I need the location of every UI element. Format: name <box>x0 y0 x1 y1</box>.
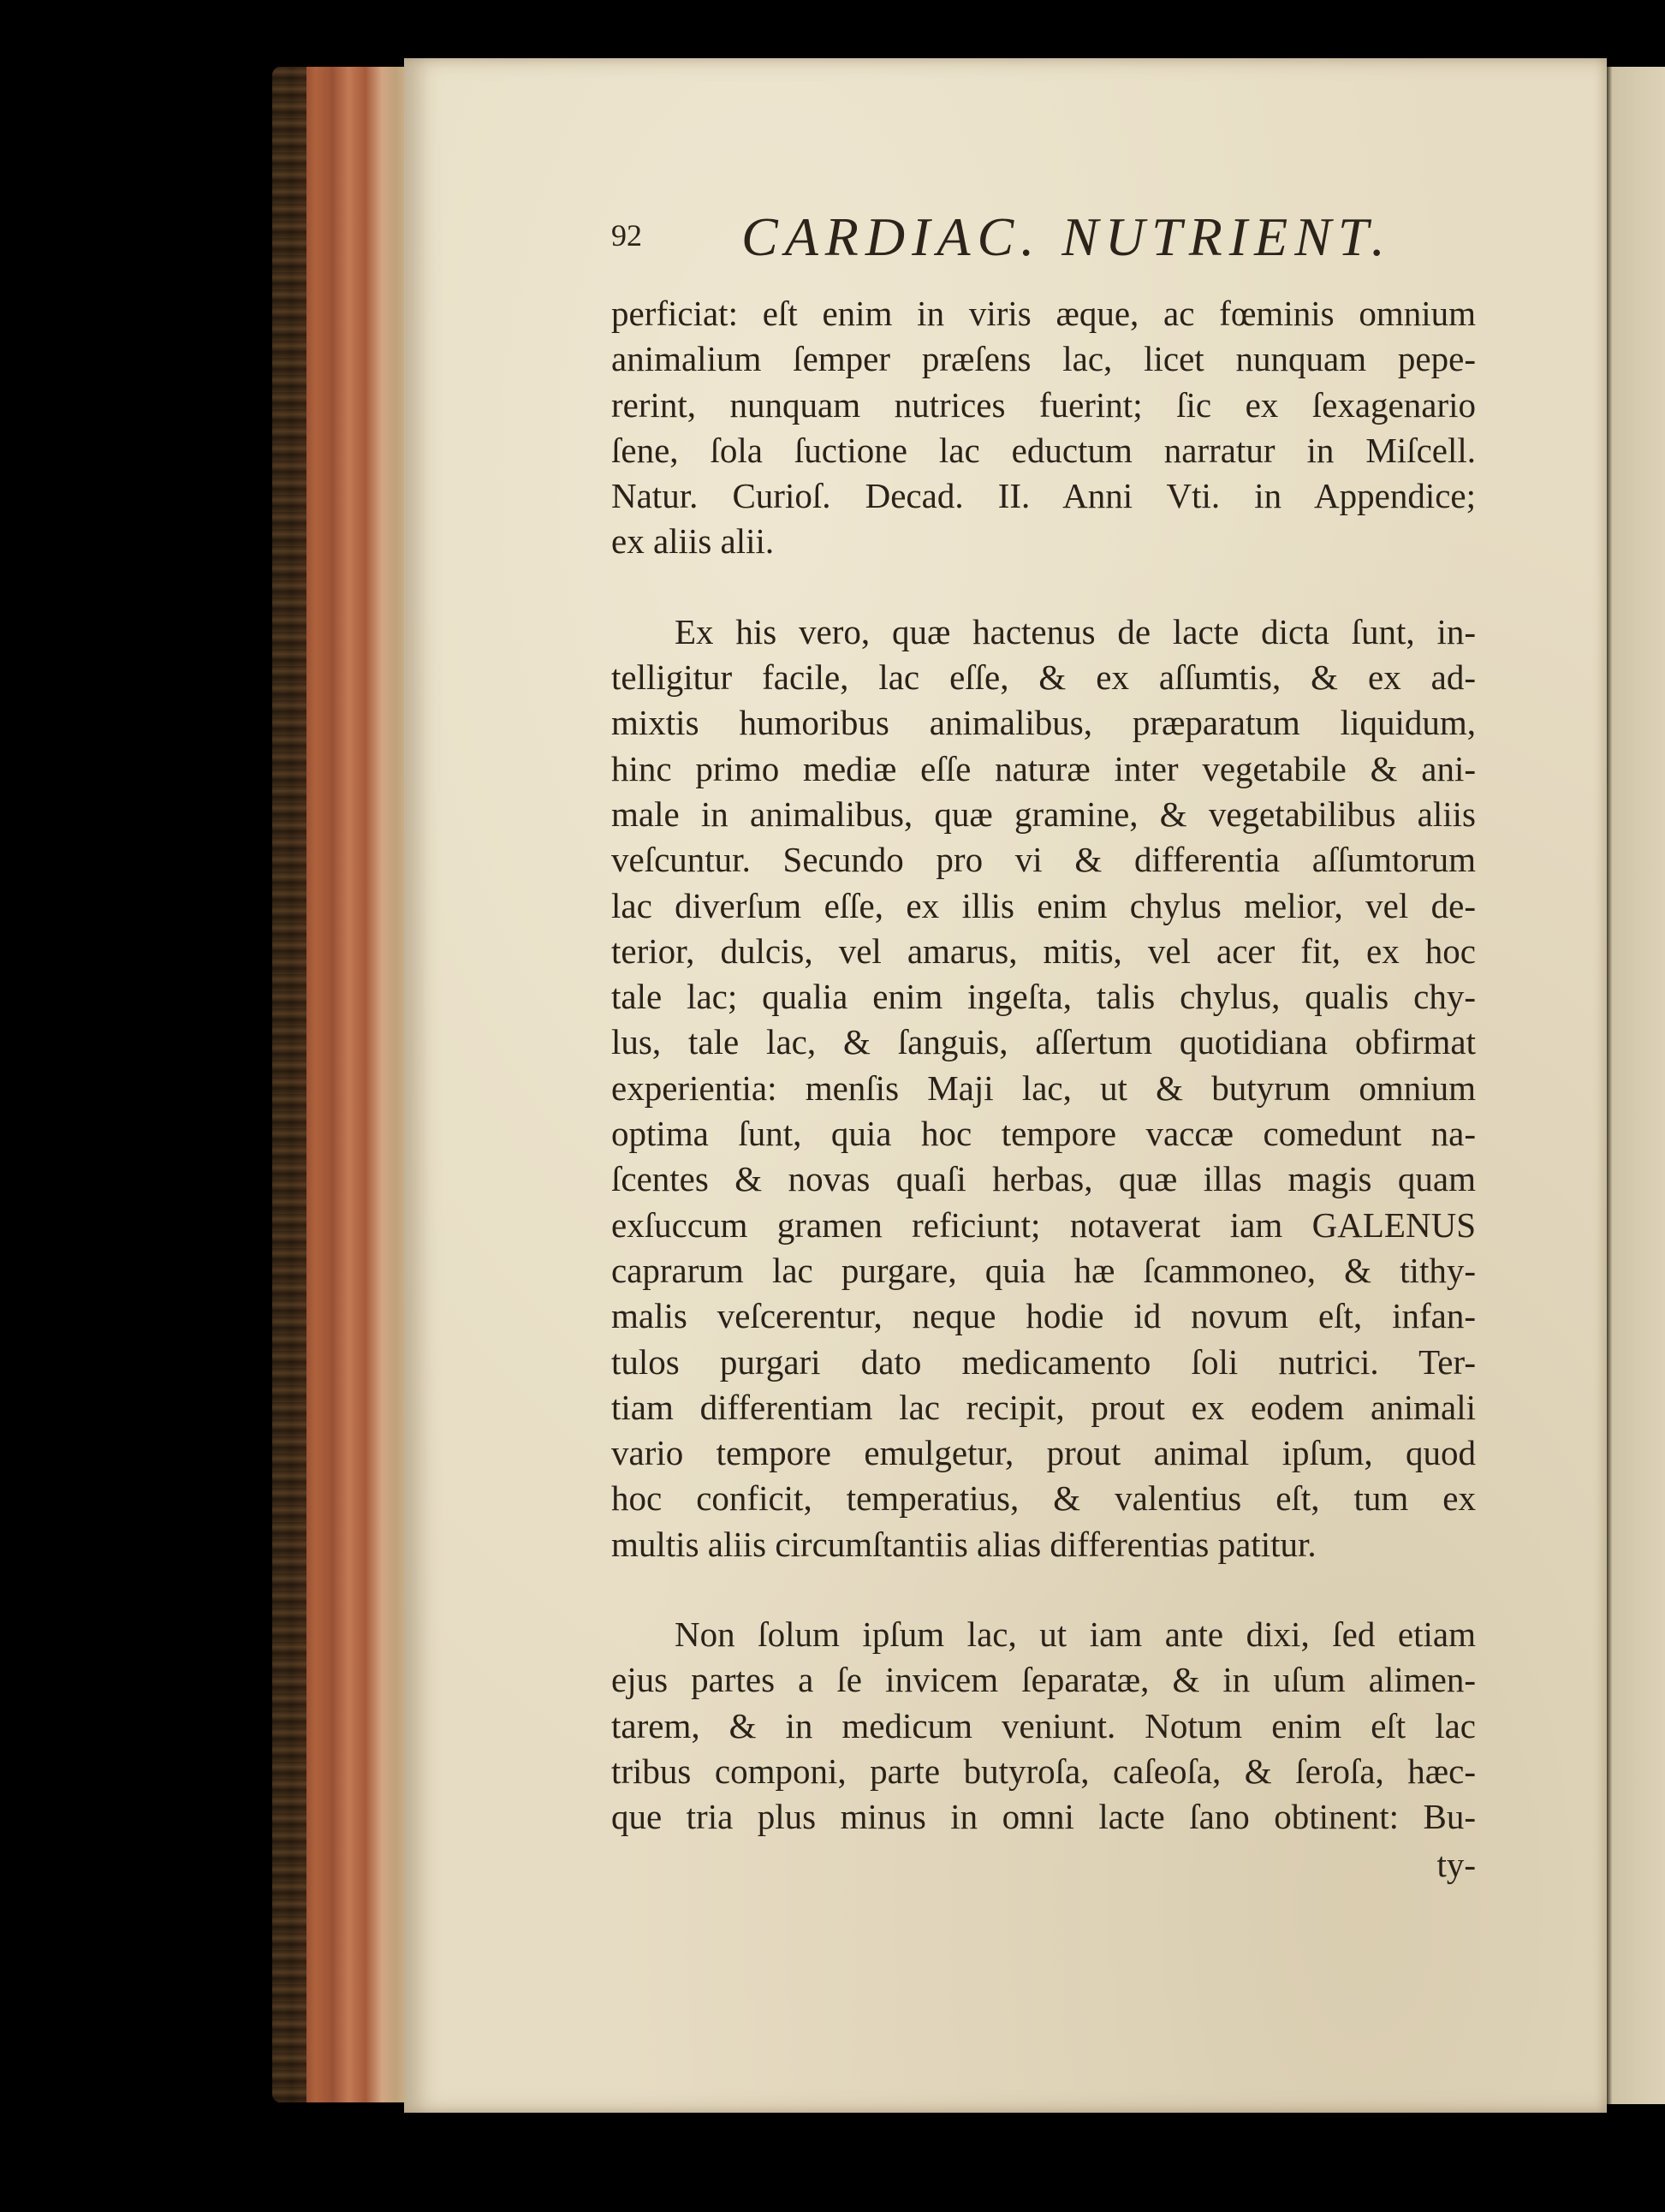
running-title: CARDIAC. NUTRIENT. <box>741 206 1392 267</box>
text-line: lus, tale lac, & ſanguis, aſſertum quotidiana obfirmat <box>611 1022 1476 1062</box>
text-line: vario tempore emulgetur, prout animal ipſum, quod <box>611 1433 1476 1473</box>
text-line: hinc primo mediæ eſſe naturæ inter vegetabile & ani- <box>611 748 1476 788</box>
book-page <box>404 58 1607 2113</box>
text-line: multis aliis circumſtantiis alias differentias patitur. <box>611 1524 1317 1564</box>
text-line: tribus componi, parte butyroſa, caſeoſa, & ſeroſa, hæc- <box>611 1751 1476 1791</box>
text-line: ex aliis alii. <box>611 521 775 562</box>
text-line: rerint, nunquam nutrices fuerint; ſic ex ſexagenario <box>611 384 1476 425</box>
text-line: animalium ſemper præſens lac, licet nunquam pepe- <box>611 339 1476 379</box>
text-line: tulos purgari dato medicamento ſoli nutrici. Ter- <box>611 1341 1476 1382</box>
text-line: Non ſolum ipſum lac, ut iam ante dixi, ſed etiam <box>675 1614 1476 1655</box>
text-line: ſcentes & novas quaſi herbas, quæ illas magis quam <box>611 1159 1476 1199</box>
text-line: terior, dulcis, vel amarus, mitis, vel acer fit, ex hoc <box>611 931 1476 971</box>
text-line: tarem, & in medicum veniunt. Notum enim eſt lac <box>611 1705 1476 1745</box>
text-line: telligitur facile, lac eſſe, & ex aſſumtis, & ex ad- <box>611 657 1476 698</box>
text-line: malis veſcerentur, neque hodie id novum eſt, infan- <box>611 1296 1476 1336</box>
text-line: que tria plus minus in omni lacte ſano obtinent: Bu- <box>611 1797 1476 1837</box>
paragraph-1 <box>611 291 1476 565</box>
paragraph-2 <box>611 609 1476 1567</box>
facing-page-edge <box>1605 67 1665 2104</box>
text-line: Ex his vero, quæ hactenus de lacte dicta ſunt, in- <box>675 611 1476 651</box>
text-line: experientia: menſis Maji lac, ut & butyrum omnium <box>611 1067 1476 1108</box>
text-line: lac diverſum eſſe, ex illis enim chylus melior, vel de- <box>611 885 1476 925</box>
text-line: exſuccum gramen reficiunt; notaverat iam GALENUS <box>611 1204 1476 1245</box>
text-line: hoc conficit, temperatius, & valentius eſt, tum ex <box>611 1478 1476 1519</box>
text-line: veſcuntur. Secundo pro vi & differentia aſſumtorum <box>611 840 1476 880</box>
text-line: tiam differentiam lac recipit, prout ex eodem animali <box>611 1387 1476 1427</box>
text-line: ejus partes a ſe invicem ſeparatæ, & in uſum alimen- <box>611 1660 1476 1700</box>
book-page-edges <box>272 67 409 2102</box>
page-header <box>611 205 1476 291</box>
text-line: caprarum lac purgare, quia hæ ſcammoneo, & tithy- <box>611 1250 1476 1290</box>
text-line: ſene, ſola ſuctione lac eductum narratur in Miſcell. <box>611 430 1476 470</box>
text-block <box>611 205 1476 1888</box>
catchword: ty- <box>1436 1844 1476 1884</box>
text-line: mixtis humoribus animalibus, præparatum liquidum, <box>611 703 1476 743</box>
paragraph-3 <box>611 1612 1476 1840</box>
text-line: tale lac; qualia enim ingeſta, talis chylus, qualis chy- <box>611 977 1476 1017</box>
text-line: Natur. Curioſ. Decad. II. Anni Vti. in Appendice; <box>611 476 1476 516</box>
text-line: optima ſunt, quia hoc tempore vaccæ comedunt na- <box>611 1114 1476 1154</box>
text-line: perficiat: eſt enim in viris æque, ac fœminis omnium <box>611 294 1476 333</box>
page-number: 92 <box>611 218 642 253</box>
text-line: male in animalibus, quæ gramine, & vegetabilibus aliis <box>611 794 1476 834</box>
